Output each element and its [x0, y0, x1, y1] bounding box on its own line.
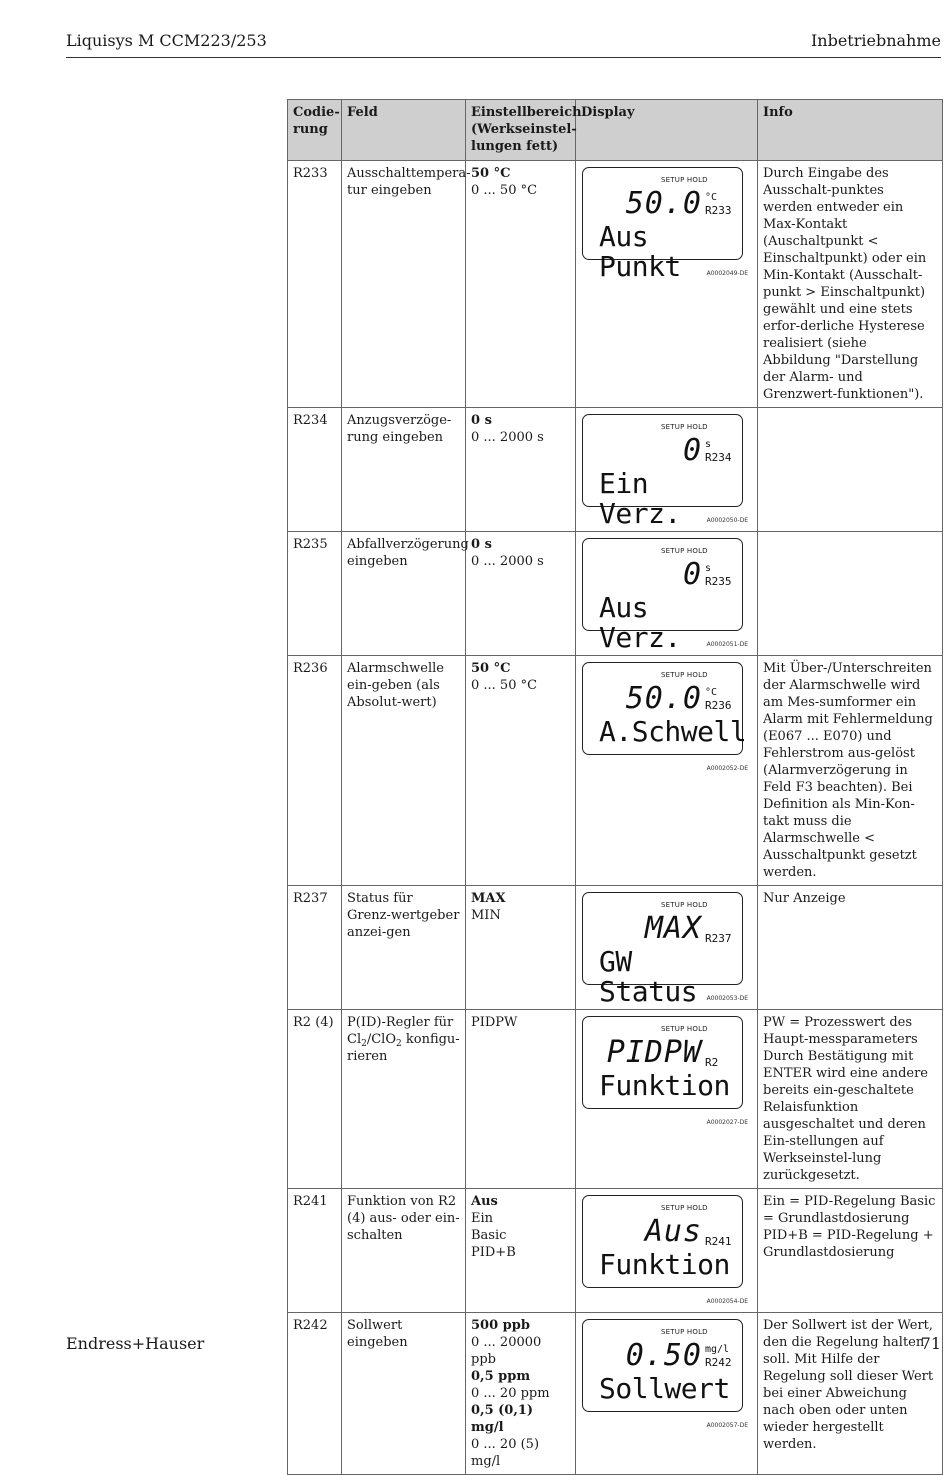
- row-info: Ein = PID-Regelung Basic = Grundlastdosierung PID+B = PID-Regelung + Grundlastdosierung: [758, 1189, 943, 1313]
- lcd-value: 50.0: [625, 681, 702, 716]
- row-display: [576, 1010, 758, 1189]
- range-value: PID+B: [471, 1245, 516, 1260]
- table-row: [288, 532, 943, 656]
- row-info: Mit Über-/Unterschreiten der Alarmschwelle wird am Mes-sumformer ein Alarm mit Fehlermeldung (E067 ... E070) und Fehlerstrom aus-gelöst (Alarmverzögerung in Feld F3 beachten). Bei Definition als Min-Kon-takt muss die Alarmschwelle < Ausschaltpunkt gesetzt werden.: [758, 656, 943, 886]
- lcd-unit: °C: [705, 687, 718, 698]
- lcd-unit: °C: [705, 192, 718, 203]
- range-value: MIN: [471, 908, 501, 923]
- table-row: [288, 1313, 943, 1475]
- row-display: [576, 1313, 758, 1475]
- row-display: [576, 408, 758, 532]
- lcd-value: PIDPW: [606, 1035, 702, 1070]
- row-info: [758, 532, 943, 656]
- row-field: Status für Grenz-wertgeber anzei-gen: [342, 886, 466, 1010]
- page-number: 71: [920, 1334, 941, 1353]
- lcd-status-indicators: SETUP HOLD: [661, 1025, 708, 1033]
- lcd-code: R2: [705, 1056, 719, 1069]
- field-text-part: konfigu-rieren: [347, 1032, 460, 1064]
- figure-reference: A0002051-DE: [706, 641, 748, 648]
- lcd-code: R237: [705, 932, 732, 945]
- figure-reference: A0002054-DE: [706, 1298, 748, 1305]
- row-field: Funktion von R2 (4) aus- oder ein-schalten: [342, 1189, 466, 1313]
- field-text-part: /ClO: [366, 1032, 396, 1047]
- row-field: Alarmschwelle ein-geben (als Absolut-wert): [342, 656, 466, 886]
- row-info: Der Sollwert ist der Wert, den die Regelung halten soll. Mit Hilfe der Regelung soll dieser Wert bei einer Abweichung nach oben oder unten wieder hergestellt werden.: [758, 1313, 943, 1475]
- row-info: PW = Prozesswert des Haupt-messparameters Durch Bestätigung mit ENTER wird eine andere bereits ein-geschaltete Relaisfunktion ausgeschaltet und deren Ein-stellungen auf Werkseinstel-lung zurückgesetzt.: [758, 1010, 943, 1189]
- lcd-main-text: GW Status: [599, 945, 698, 1008]
- row-display: [576, 1189, 758, 1313]
- lcd-display: [582, 662, 747, 755]
- range-value: 0 ... 20000 ppb: [471, 1335, 542, 1367]
- row-display: [576, 886, 758, 1010]
- lcd-code: R233: [705, 204, 732, 217]
- col-header-range: Einstellbereich (Werkseinstel-lungen fett): [466, 100, 576, 161]
- range-value: Ein: [471, 1211, 494, 1226]
- row-range: [466, 1189, 576, 1313]
- figure-reference: A0002027-DE: [706, 1119, 748, 1126]
- col-header-code: Codie-rung: [288, 100, 342, 161]
- lcd-value: Aus: [644, 1214, 702, 1249]
- lcd-code: R234: [705, 451, 732, 464]
- field-text-part: 2: [361, 1039, 367, 1049]
- row-code: R236: [288, 656, 342, 886]
- range-default-value: 0,5 ppm: [471, 1369, 531, 1384]
- lcd-status-indicators: SETUP HOLD: [661, 901, 708, 909]
- lcd-status-indicators: SETUP HOLD: [661, 547, 708, 555]
- range-default-value: 50 °C: [471, 661, 511, 676]
- lcd-code: R242: [705, 1356, 732, 1369]
- row-field: Anzugsverzöge-rung eingeben: [342, 408, 466, 532]
- lcd-value: 0: [682, 557, 702, 592]
- range-default-value: 500 ppb: [471, 1318, 530, 1333]
- row-field: [342, 1010, 466, 1189]
- field-text-part: 2: [396, 1039, 402, 1049]
- lcd-value: 50.0: [625, 186, 702, 221]
- row-field: Ausschalttempera-tur eingeben: [342, 161, 466, 408]
- figure-reference: A0002052-DE: [706, 765, 748, 772]
- row-field: Abfallverzögerung eingeben: [342, 532, 466, 656]
- range-value: 0 ... 20 ppm: [471, 1386, 550, 1401]
- lcd-main-text: Ein Verz.: [599, 467, 681, 530]
- figure-reference: A0002049-DE: [706, 270, 748, 277]
- row-code: R241: [288, 1189, 342, 1313]
- lcd-value: 0.50: [625, 1338, 702, 1373]
- range-value: 0 ... 2000 s: [471, 554, 544, 569]
- row-code: R237: [288, 886, 342, 1010]
- lcd-status-indicators: SETUP HOLD: [661, 1204, 708, 1212]
- lcd-status-indicators: SETUP HOLD: [661, 423, 708, 431]
- row-field: Sollwert eingeben: [342, 1313, 466, 1475]
- row-info: Durch Eingabe des Ausschalt-punktes werden entweder ein Max-Kontakt (Auschaltpunkt < Einschaltpunkt) oder ein Min-Kontakt (Ausschalt-punkt > Einschaltpunkt) gewählt und eine stets erfor-derliche Hysterese realisiert (siehe Abbildung "Darstellung der Alarm- und Grenzwert-funktionen").: [758, 161, 943, 408]
- row-code: R235: [288, 532, 342, 656]
- row-range: [466, 1010, 576, 1189]
- row-code: R242: [288, 1313, 342, 1475]
- figure-reference: A0002057-DE: [706, 1422, 748, 1429]
- range-default-value: 0 s: [471, 537, 492, 552]
- lcd-value: MAX: [644, 911, 702, 946]
- table-row: [288, 1010, 943, 1189]
- range-value: 0 ... 2000 s: [471, 430, 544, 445]
- lcd-display: [582, 1319, 743, 1412]
- range-default-value: 50 °C: [471, 166, 511, 181]
- range-value: 0 ... 50 °C: [471, 678, 538, 693]
- lcd-status-indicators: SETUP HOLD: [661, 1328, 708, 1336]
- lcd-main-text: Aus Punkt: [599, 220, 681, 283]
- footer-company: Endress+Hauser: [66, 1334, 205, 1353]
- range-value: 0 ... 50 °C: [471, 183, 538, 198]
- table-row: [288, 408, 943, 532]
- header-rule: [66, 57, 941, 58]
- row-code: R234: [288, 408, 342, 532]
- range-default-value: 0,5 (0,1) mg/l: [471, 1403, 534, 1435]
- row-info: [758, 408, 943, 532]
- range-value: PIDPW: [471, 1015, 518, 1030]
- lcd-main-text: A.Schwell: [599, 715, 747, 748]
- row-range: [466, 532, 576, 656]
- lcd-unit: s: [705, 563, 712, 574]
- lcd-display: [582, 1016, 743, 1109]
- lcd-value: 0: [682, 433, 702, 468]
- col-header-info: Info: [758, 100, 943, 161]
- row-range: [466, 1313, 576, 1475]
- row-range: [466, 161, 576, 408]
- figure-reference: A0002050-DE: [706, 517, 748, 524]
- lcd-code: R241: [705, 1235, 732, 1248]
- row-display: [576, 161, 758, 408]
- lcd-unit: s: [705, 439, 712, 450]
- lcd-main-text: Aus Verz.: [599, 591, 681, 654]
- range-default-value: Aus: [471, 1194, 498, 1209]
- range-default-value: MAX: [471, 891, 506, 906]
- row-range: [466, 886, 576, 1010]
- row-display: [576, 656, 758, 886]
- lcd-status-indicators: SETUP HOLD: [661, 176, 708, 184]
- figure-reference: A0002053-DE: [706, 995, 748, 1002]
- header-product-name: Liquisys M CCM223/253: [66, 31, 267, 50]
- col-header-display: Display: [576, 100, 758, 161]
- settings-table: [287, 99, 943, 1475]
- row-info: Nur Anzeige: [758, 886, 943, 1010]
- lcd-code: R235: [705, 575, 732, 588]
- lcd-unit: mg/l: [705, 1344, 730, 1355]
- range-default-value: 0 s: [471, 413, 492, 428]
- row-range: [466, 656, 576, 886]
- row-code: R233: [288, 161, 342, 408]
- row-display: [576, 532, 758, 656]
- col-header-field: Feld: [342, 100, 466, 161]
- range-value: 0 ... 20 (5) mg/l: [471, 1437, 540, 1469]
- table-row: [288, 1189, 943, 1313]
- row-range: [466, 408, 576, 532]
- lcd-main-text: Funktion: [599, 1069, 730, 1102]
- field-text-part: P(ID)-Regler für Cl: [347, 1015, 454, 1047]
- lcd-main-text: Funktion: [599, 1248, 730, 1281]
- lcd-main-text: Sollwert: [599, 1372, 730, 1405]
- table-header-row: [288, 100, 943, 161]
- row-code: R2 (4): [288, 1010, 342, 1189]
- lcd-status-indicators: SETUP HOLD: [661, 671, 708, 679]
- table-row: [288, 161, 943, 408]
- lcd-display: [582, 1195, 743, 1288]
- table-row: [288, 886, 943, 1010]
- lcd-code: R236: [705, 699, 732, 712]
- range-value: Basic: [471, 1228, 507, 1243]
- header-section-title: Inbetriebnahme: [810, 31, 941, 50]
- table-row: [288, 656, 943, 886]
